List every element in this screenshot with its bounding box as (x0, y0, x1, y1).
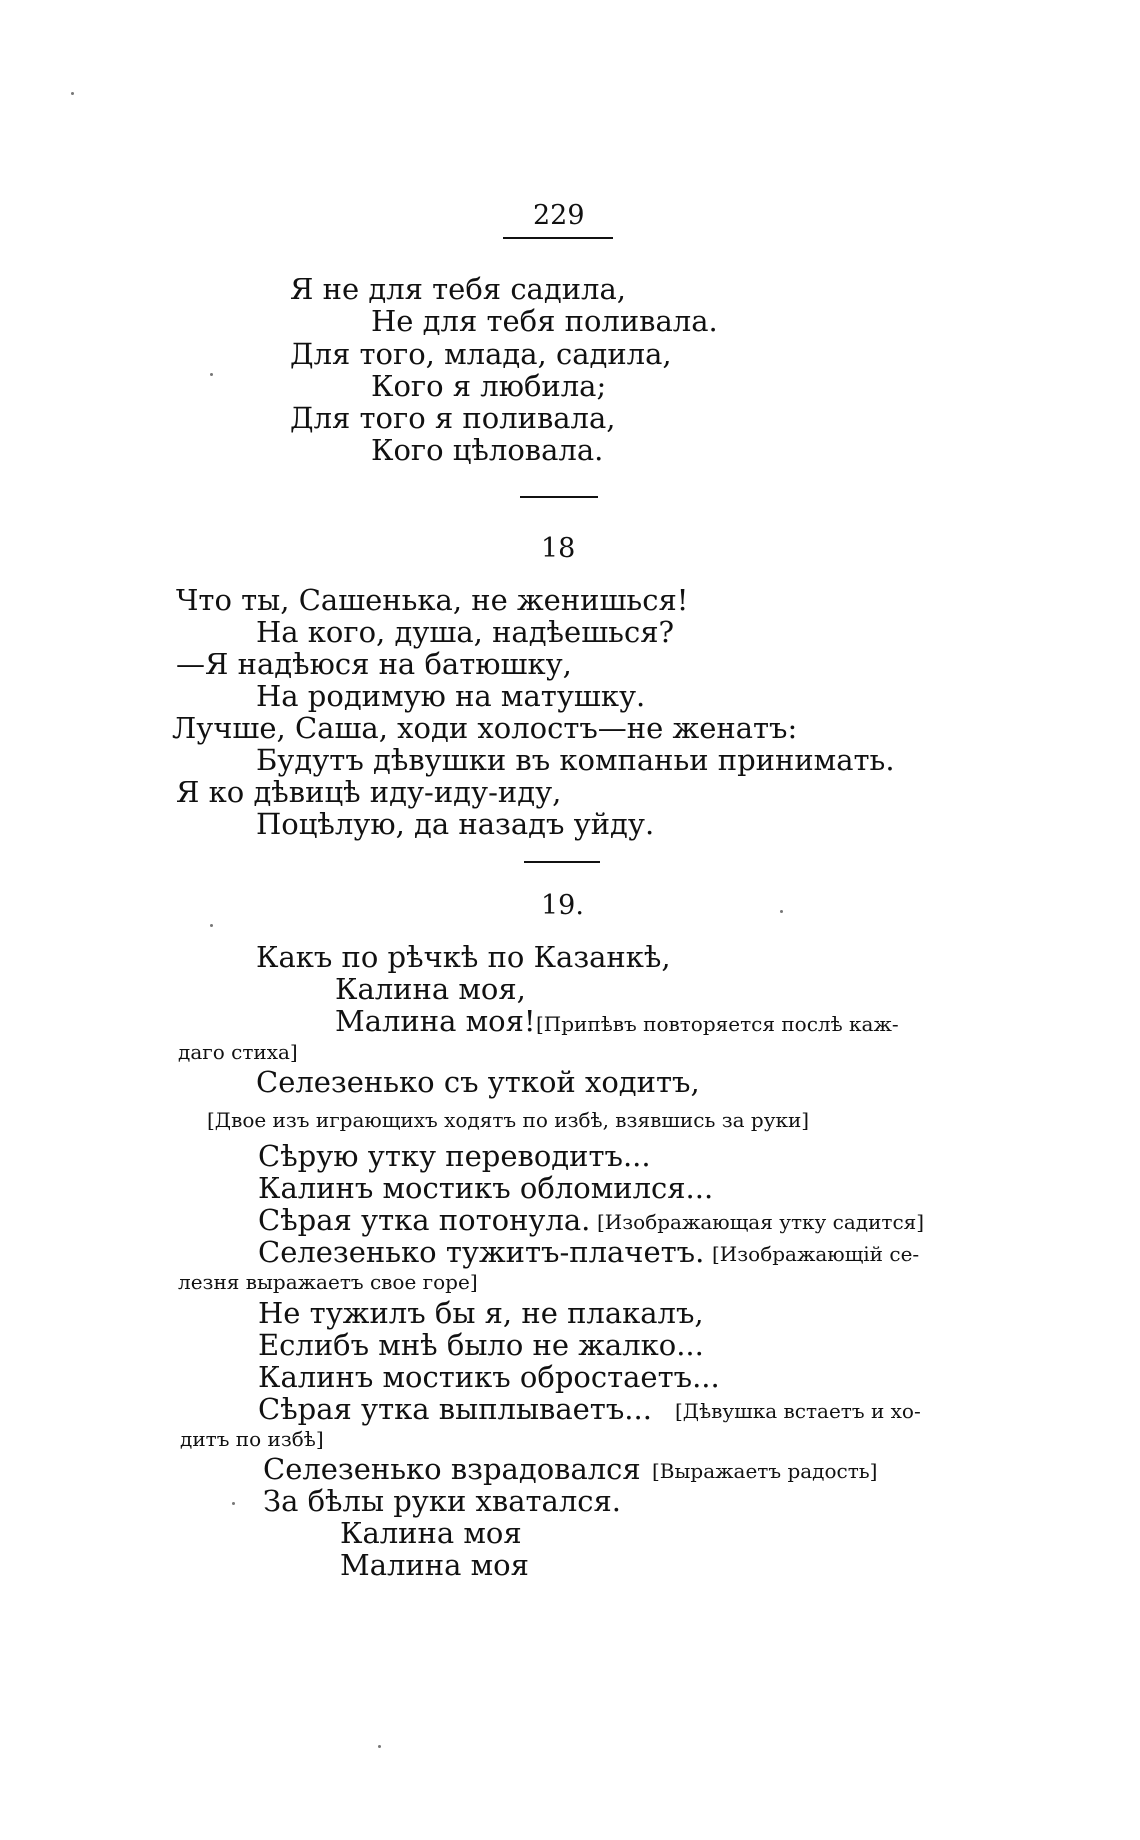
verse-line: Сѣрая утка потонула. (258, 1203, 591, 1237)
verse-line: Селезенько съ уткой ходитъ, (256, 1065, 700, 1099)
verse-line: Сѣрую утку переводитъ... (258, 1139, 651, 1173)
section-divider (524, 861, 600, 863)
stage-direction: [Припѣвъ повторяется послѣ каж- (536, 1012, 899, 1036)
scan-speck (210, 924, 213, 927)
scan-speck (71, 92, 74, 95)
verse-line: Еслибъ мнѣ было не жалко... (258, 1328, 704, 1362)
scan-speck (378, 1745, 381, 1748)
section-divider (520, 496, 598, 498)
verse-line: Поцѣлую, да назадъ уйду. (256, 807, 655, 841)
scan-speck (232, 1502, 235, 1505)
verse-line: На кого, душа, надѣешься? (256, 615, 675, 649)
verse-line: Малина моя (340, 1548, 529, 1582)
verse-line: На родимую на матушку. (256, 679, 646, 713)
verse-line: Какъ по рѣчкѣ по Казанкѣ, (256, 940, 671, 974)
verse-line: За бѣлы руки хватался. (263, 1484, 622, 1518)
stage-direction: [Изображающая утку садится] (597, 1210, 925, 1234)
stage-direction: [Двое изъ играющихъ ходятъ по избѣ, взявшись за руки] (207, 1108, 810, 1132)
verse-line: Селезенько взрадовался (263, 1452, 641, 1486)
verse-line: Кого цѣловала. (371, 433, 604, 467)
verse-line: Калина моя, (335, 972, 526, 1006)
stage-direction: даго стиха] (178, 1040, 298, 1064)
stage-direction: [Выражаетъ радость] (652, 1459, 878, 1483)
stage-direction: лезня выражаетъ свое горе] (178, 1270, 478, 1294)
verse-line: Селезенько тужитъ-плачетъ. (258, 1235, 705, 1269)
song-number: 19. (541, 890, 584, 921)
stage-direction: [Изображающій се- (712, 1242, 920, 1266)
page-number: 229 (533, 200, 585, 231)
verse-line: Малина моя! (335, 1004, 536, 1038)
verse-line: —Я надѣюся на батюшку, (176, 647, 572, 681)
verse-line: Будутъ дѣвушки въ компаньи принимать. (256, 743, 895, 777)
verse-line: Не тужилъ бы я, не плакалъ, (258, 1296, 704, 1330)
verse-line: Калина моя (340, 1516, 522, 1550)
song-number: 18 (541, 533, 576, 564)
stage-direction: дитъ по избѣ] (180, 1427, 324, 1451)
verse-line: Сѣрая утка выплываетъ... (258, 1392, 652, 1426)
verse-line: Я не для тебя садила, (290, 272, 626, 306)
scan-speck (780, 910, 783, 913)
stage-direction: [Дѣвушка встаетъ и хо- (675, 1399, 921, 1423)
verse-line: Для того я поливала, (290, 401, 616, 435)
page-number-rule (503, 237, 613, 239)
verse-line: Кого я любила; (371, 369, 607, 403)
verse-line: Я ко дѣвицѣ иду-иду-иду, (176, 775, 562, 809)
verse-line: Для того, млада, садила, (290, 337, 672, 371)
verse-line: Калинъ мостикъ обломился... (258, 1171, 714, 1205)
verse-line: Что ты, Сашенька, не женишься! (176, 583, 689, 617)
verse-line: Не для тебя поливала. (371, 304, 718, 338)
scan-speck (210, 373, 213, 376)
verse-line: Калинъ мостикъ обростаетъ... (258, 1360, 720, 1394)
verse-line: Лучше, Саша, ходи холостъ—не женатъ: (172, 711, 798, 745)
